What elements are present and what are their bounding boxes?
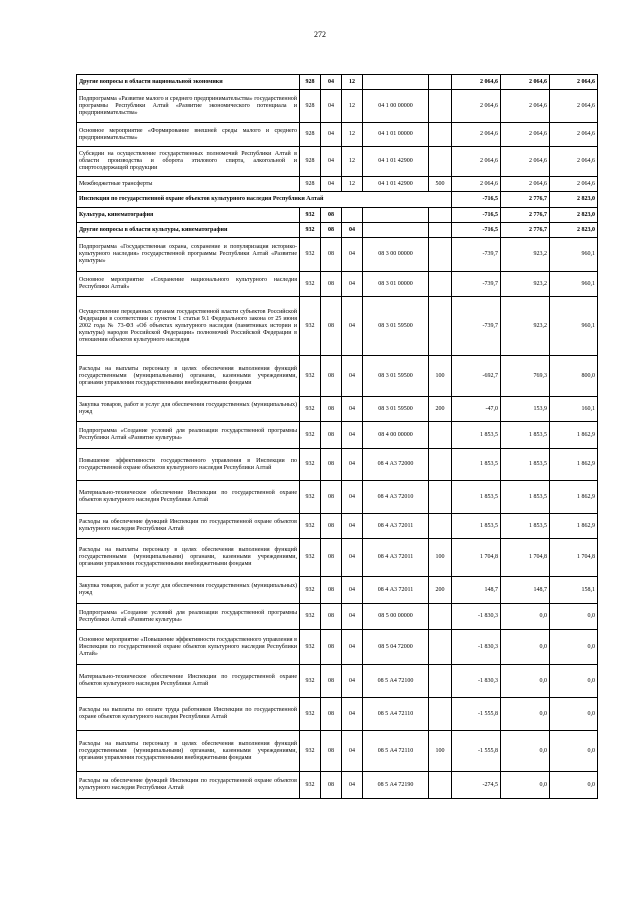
cell-pr: 04	[342, 604, 363, 630]
cell-pr: 12	[342, 147, 363, 177]
cell-name: Другие вопросы в области национальной экономики	[77, 75, 300, 90]
cell-vr	[429, 272, 452, 297]
cell-rz: 08	[321, 223, 342, 238]
cell-y1: 148,7	[452, 577, 501, 604]
cell-pr: 04	[342, 449, 363, 481]
cell-vr	[429, 297, 452, 356]
cell-csr	[363, 208, 429, 223]
cell-y1: -47,0	[452, 397, 501, 422]
cell-rz: 04	[321, 90, 342, 123]
cell-name: Культура, кинематография	[77, 208, 300, 223]
cell-vr	[429, 422, 452, 449]
cell-y3: 0,0	[550, 630, 598, 665]
cell-y1: 1 853,5	[452, 449, 501, 481]
cell-ved: 932	[300, 272, 321, 297]
cell-vr	[429, 123, 452, 147]
cell-y1: -692,7	[452, 356, 501, 397]
cell-csr: 08 5 А4 72100	[363, 665, 429, 698]
cell-rz: 04	[321, 75, 342, 90]
cell-y1: -739,7	[452, 272, 501, 297]
table-row	[77, 75, 598, 90]
budget-table	[76, 74, 598, 799]
cell-name: Расходы на выплаты персоналу в целях обеспечения выполнения функций государственными (муниципальными) органами, казенными учреждениями, органами управления государственными внебюджетными фондами	[77, 539, 300, 577]
cell-rz: 08	[321, 731, 342, 772]
cell-y3: 0,0	[550, 731, 598, 772]
cell-y3: 0,0	[550, 698, 598, 731]
table-row	[77, 422, 598, 449]
cell-pr: 04	[342, 731, 363, 772]
table-row	[77, 604, 598, 630]
cell-rz: 08	[321, 577, 342, 604]
table-row	[77, 192, 598, 208]
cell-ved: 932	[300, 698, 321, 731]
cell-y2: 2 064,6	[501, 123, 550, 147]
cell-y3: 2 064,6	[550, 90, 598, 123]
cell-y3: 1 704,8	[550, 539, 598, 577]
cell-y2: 2 064,6	[501, 75, 550, 90]
cell-csr	[363, 223, 429, 238]
cell-csr	[363, 75, 429, 90]
cell-y3: 160,1	[550, 397, 598, 422]
cell-y2: 1 704,8	[501, 539, 550, 577]
cell-vr: 100	[429, 539, 452, 577]
cell-ved: 932	[300, 238, 321, 272]
cell-y1: 1 704,8	[452, 539, 501, 577]
cell-ved: 932	[300, 481, 321, 514]
cell-name: Материально-техническое обеспечение Инспекции по государственной охране объектов культурного наследия Республики Алтай	[77, 665, 300, 698]
cell-y1: -716,5	[452, 223, 501, 238]
cell-csr: 08 5 00 00000	[363, 604, 429, 630]
cell-name: Субсидии на осуществление государственных полномочий Республики Алтай в области производства и оборота этилового спирта, алкогольной и спиртосодержащей продукции	[77, 147, 300, 177]
cell-y1: -1 555,8	[452, 731, 501, 772]
cell-csr: 08 4 А3 72011	[363, 514, 429, 539]
cell-rz: 04	[321, 123, 342, 147]
cell-vr	[429, 665, 452, 698]
table-row	[77, 630, 598, 665]
cell-name: Подпрограмма «Государственная охрана, сохранение и популяризация историко-культурного наследия» государственной программы Республики Алтай «Развитие культуры»	[77, 238, 300, 272]
cell-rz: 08	[321, 539, 342, 577]
cell-ved: 928	[300, 75, 321, 90]
cell-name: Инспекция по государственной охране объектов культурного наследия Республики Алтай	[77, 192, 452, 208]
cell-y2: 769,3	[501, 356, 550, 397]
cell-pr: 04	[342, 397, 363, 422]
cell-y1: -739,7	[452, 238, 501, 272]
cell-pr: 04	[342, 514, 363, 539]
table-row	[77, 481, 598, 514]
cell-rz: 08	[321, 238, 342, 272]
table-row	[77, 356, 598, 397]
table-row	[77, 90, 598, 123]
cell-y2: 153,9	[501, 397, 550, 422]
cell-ved: 932	[300, 208, 321, 223]
cell-y2: 2 064,6	[501, 90, 550, 123]
cell-name: Осуществление переданных органам государственной власти субъектов Российской Федерации в соответствии с пунктом 1 статьи 9.1 Федерального закона от 25 июня 2002 года № 73-ФЗ «Об объектах культурного наследия (памятниках истории и культуры) народов Российской Федерации» полномочий Российской Федерации в отношении объектов культурного наследия	[77, 297, 300, 356]
cell-y1: -716,5	[452, 208, 501, 223]
cell-y1: 1 853,5	[452, 481, 501, 514]
cell-y2: 0,0	[501, 604, 550, 630]
cell-vr	[429, 223, 452, 238]
cell-csr: 08 4 А3 72000	[363, 449, 429, 481]
cell-y3: 2 823,0	[550, 223, 598, 238]
cell-vr	[429, 630, 452, 665]
cell-name: Основное мероприятие «Формирование внешней среды малого и среднего предпринимательства»	[77, 123, 300, 147]
cell-vr	[429, 75, 452, 90]
cell-y3: 2 823,0	[550, 208, 598, 223]
table-body	[77, 75, 598, 799]
cell-pr: 04	[342, 630, 363, 665]
table-row	[77, 123, 598, 147]
cell-ved: 932	[300, 297, 321, 356]
cell-y3: 800,0	[550, 356, 598, 397]
cell-rz: 08	[321, 772, 342, 799]
cell-y2: 923,2	[501, 238, 550, 272]
table-row	[77, 539, 598, 577]
cell-y3: 1 862,9	[550, 514, 598, 539]
cell-pr: 04	[342, 577, 363, 604]
cell-ved: 932	[300, 397, 321, 422]
cell-rz: 04	[321, 147, 342, 177]
cell-csr: 08 3 01 59500	[363, 397, 429, 422]
cell-csr: 08 4 00 00000	[363, 422, 429, 449]
cell-name: Подпрограмма «Развитие малого и среднего предпринимательства» государственной программы Республики Алтай «Развитие экономического потенциала и предпринимательства»	[77, 90, 300, 123]
cell-csr: 08 5 04 72000	[363, 630, 429, 665]
cell-csr: 08 3 01 00000	[363, 272, 429, 297]
cell-y2: 2 064,6	[501, 177, 550, 192]
cell-name: Подпрограмма «Создание условий для реализации государственной программы Республики Алтай «Развитие культуры»	[77, 604, 300, 630]
cell-y3: 960,1	[550, 297, 598, 356]
cell-y2: 1 853,5	[501, 514, 550, 539]
cell-y2: 1 853,5	[501, 481, 550, 514]
cell-y2: 2 776,7	[501, 208, 550, 223]
cell-rz: 08	[321, 422, 342, 449]
cell-csr: 08 5 А4 72190	[363, 772, 429, 799]
cell-name: Другие вопросы в области культуры, кинематографии	[77, 223, 300, 238]
cell-y2: 1 853,5	[501, 422, 550, 449]
table-row	[77, 772, 598, 799]
table-row	[77, 665, 598, 698]
cell-y1: -1 830,3	[452, 604, 501, 630]
cell-name: Расходы на выплаты персоналу в целях обеспечения выполнения функций государственными (муниципальными) органами, казенными учреждениями, органами управления государственными внебюджетными фондами	[77, 731, 300, 772]
cell-y3: 158,1	[550, 577, 598, 604]
table-row	[77, 208, 598, 223]
cell-ved: 932	[300, 731, 321, 772]
cell-ved: 932	[300, 514, 321, 539]
cell-vr: 100	[429, 731, 452, 772]
cell-y3: 2 064,6	[550, 123, 598, 147]
cell-name: Расходы на обеспечение функций Инспекции по государственной охране объектов культурного наследия Республики Алтай	[77, 772, 300, 799]
cell-name: Расходы на выплаты по оплате труда работников Инспекции по государственной охране объектов культурного наследия Республики Алтай	[77, 698, 300, 731]
cell-pr: 12	[342, 177, 363, 192]
cell-csr: 08 5 А4 72110	[363, 731, 429, 772]
cell-csr: 08 5 А4 72110	[363, 698, 429, 731]
cell-y2: 0,0	[501, 731, 550, 772]
cell-rz: 08	[321, 604, 342, 630]
cell-csr: 08 3 01 59500	[363, 356, 429, 397]
table-row	[77, 698, 598, 731]
cell-ved: 928	[300, 90, 321, 123]
cell-y2: 0,0	[501, 665, 550, 698]
cell-pr: 04	[342, 238, 363, 272]
cell-csr: 08 4 А3 72010	[363, 481, 429, 514]
cell-name: Расходы на выплаты персоналу в целях обеспечения выполнения функций государственными (муниципальными) органами, казенными учреждениями, органами управления государственными внебюджетными фондами	[77, 356, 300, 397]
cell-csr: 08 3 01 59500	[363, 297, 429, 356]
cell-pr: 12	[342, 123, 363, 147]
table-row	[77, 238, 598, 272]
page-number: 272	[314, 30, 326, 39]
cell-vr	[429, 481, 452, 514]
cell-csr: 08 4 А3 72011	[363, 539, 429, 577]
cell-y1: 2 064,6	[452, 75, 501, 90]
cell-y3: 0,0	[550, 604, 598, 630]
cell-ved: 932	[300, 772, 321, 799]
cell-y1: -739,7	[452, 297, 501, 356]
cell-y3: 0,0	[550, 772, 598, 799]
cell-rz: 08	[321, 356, 342, 397]
cell-name: Межбюджетные трансферты	[77, 177, 300, 192]
cell-y3: 0,0	[550, 665, 598, 698]
cell-y1: 2 064,6	[452, 147, 501, 177]
cell-y3: 1 862,9	[550, 449, 598, 481]
cell-name: Повышение эффективности государственного управления в Инспекции по государственной охране объектов культурного наследия Республики Алтай	[77, 449, 300, 481]
cell-vr	[429, 449, 452, 481]
cell-y2: 2 776,7	[501, 192, 550, 208]
cell-pr: 04	[342, 356, 363, 397]
cell-vr: 200	[429, 577, 452, 604]
cell-y2: 0,0	[501, 630, 550, 665]
cell-rz: 08	[321, 208, 342, 223]
table-row	[77, 223, 598, 238]
cell-csr: 04 1 01 42900	[363, 177, 429, 192]
cell-vr	[429, 147, 452, 177]
cell-y1: -716,5	[452, 192, 501, 208]
table-row	[77, 731, 598, 772]
cell-vr	[429, 514, 452, 539]
table-row	[77, 297, 598, 356]
cell-ved: 928	[300, 177, 321, 192]
cell-csr: 04 1 01 00000	[363, 123, 429, 147]
cell-rz: 04	[321, 177, 342, 192]
cell-pr: 04	[342, 481, 363, 514]
cell-vr	[429, 208, 452, 223]
cell-csr: 04 1 01 42900	[363, 147, 429, 177]
cell-y3: 1 862,9	[550, 422, 598, 449]
cell-y2: 2 064,6	[501, 147, 550, 177]
cell-name: Материально-техническое обеспечение Инспекции по государственной охране объектов культурного наследия Республики Алтай	[77, 481, 300, 514]
cell-rz: 08	[321, 630, 342, 665]
cell-ved: 932	[300, 422, 321, 449]
cell-y1: -1 555,8	[452, 698, 501, 731]
table-row	[77, 397, 598, 422]
cell-ved: 928	[300, 123, 321, 147]
cell-ved: 932	[300, 223, 321, 238]
cell-pr: 04	[342, 272, 363, 297]
cell-ved: 932	[300, 577, 321, 604]
cell-name: Основное мероприятие «Сохранение национального культурного наследия Республики Алтай»	[77, 272, 300, 297]
cell-y2: 148,7	[501, 577, 550, 604]
cell-rz: 08	[321, 698, 342, 731]
cell-y1: 2 064,6	[452, 90, 501, 123]
cell-pr: 04	[342, 772, 363, 799]
cell-y3: 2 064,6	[550, 75, 598, 90]
table-row	[77, 449, 598, 481]
cell-vr: 200	[429, 397, 452, 422]
cell-vr	[429, 698, 452, 731]
cell-csr: 08 3 00 00000	[363, 238, 429, 272]
cell-pr: 04	[342, 297, 363, 356]
cell-y1: -1 830,3	[452, 665, 501, 698]
cell-name: Подпрограмма «Создание условий для реализации государственной программы Республики Алтай «Развитие культуры»	[77, 422, 300, 449]
cell-vr	[429, 772, 452, 799]
cell-pr: 04	[342, 698, 363, 731]
cell-y3: 960,1	[550, 272, 598, 297]
cell-csr: 08 4 А3 72011	[363, 577, 429, 604]
cell-pr: 12	[342, 90, 363, 123]
cell-pr: 12	[342, 75, 363, 90]
cell-name: Расходы на обеспечение функций Инспекции по государственной охране объектов культурного наследия Республики Алтай	[77, 514, 300, 539]
cell-y2: 923,2	[501, 272, 550, 297]
cell-pr: 04	[342, 665, 363, 698]
cell-y1: 2 064,6	[452, 123, 501, 147]
cell-rz: 08	[321, 449, 342, 481]
cell-y3: 960,1	[550, 238, 598, 272]
cell-ved: 932	[300, 604, 321, 630]
cell-name: Закупка товаров, работ и услуг для обеспечения государственных (муниципальных) нужд	[77, 397, 300, 422]
cell-y1: 2 064,6	[452, 177, 501, 192]
cell-y2: 1 853,5	[501, 449, 550, 481]
cell-vr: 500	[429, 177, 452, 192]
table-row	[77, 147, 598, 177]
cell-pr: 04	[342, 422, 363, 449]
table-row	[77, 577, 598, 604]
table-row	[77, 177, 598, 192]
cell-rz: 08	[321, 297, 342, 356]
cell-y3: 1 862,9	[550, 481, 598, 514]
cell-rz: 08	[321, 397, 342, 422]
cell-y2: 0,0	[501, 772, 550, 799]
cell-ved: 932	[300, 449, 321, 481]
cell-csr: 04 1 00 00000	[363, 90, 429, 123]
cell-pr	[342, 208, 363, 223]
cell-ved: 932	[300, 630, 321, 665]
cell-y1: -274,5	[452, 772, 501, 799]
cell-ved: 928	[300, 147, 321, 177]
cell-ved: 932	[300, 665, 321, 698]
cell-rz: 08	[321, 272, 342, 297]
cell-vr	[429, 90, 452, 123]
table-row	[77, 272, 598, 297]
cell-y3: 2 064,6	[550, 147, 598, 177]
cell-y1: -1 830,3	[452, 630, 501, 665]
cell-ved: 932	[300, 356, 321, 397]
cell-rz: 08	[321, 514, 342, 539]
cell-y2: 2 776,7	[501, 223, 550, 238]
cell-y2: 0,0	[501, 698, 550, 731]
cell-y2: 923,2	[501, 297, 550, 356]
cell-pr: 04	[342, 539, 363, 577]
cell-pr: 04	[342, 223, 363, 238]
cell-name: Закупка товаров, работ и услуг для обеспечения государственных (муниципальных) нужд	[77, 577, 300, 604]
cell-y3: 2 823,0	[550, 192, 598, 208]
cell-vr: 100	[429, 356, 452, 397]
cell-rz: 08	[321, 665, 342, 698]
cell-y3: 2 064,6	[550, 177, 598, 192]
table-row	[77, 514, 598, 539]
cell-y1: 1 853,5	[452, 422, 501, 449]
cell-ved: 932	[300, 539, 321, 577]
cell-vr	[429, 238, 452, 272]
cell-name: Основное мероприятие «Повышение эффективности государственного управления в Инспекции по государственной охране объектов культурного наследия Республики Алтай»	[77, 630, 300, 665]
cell-vr	[429, 604, 452, 630]
cell-rz: 08	[321, 481, 342, 514]
cell-y1: 1 853,5	[452, 514, 501, 539]
